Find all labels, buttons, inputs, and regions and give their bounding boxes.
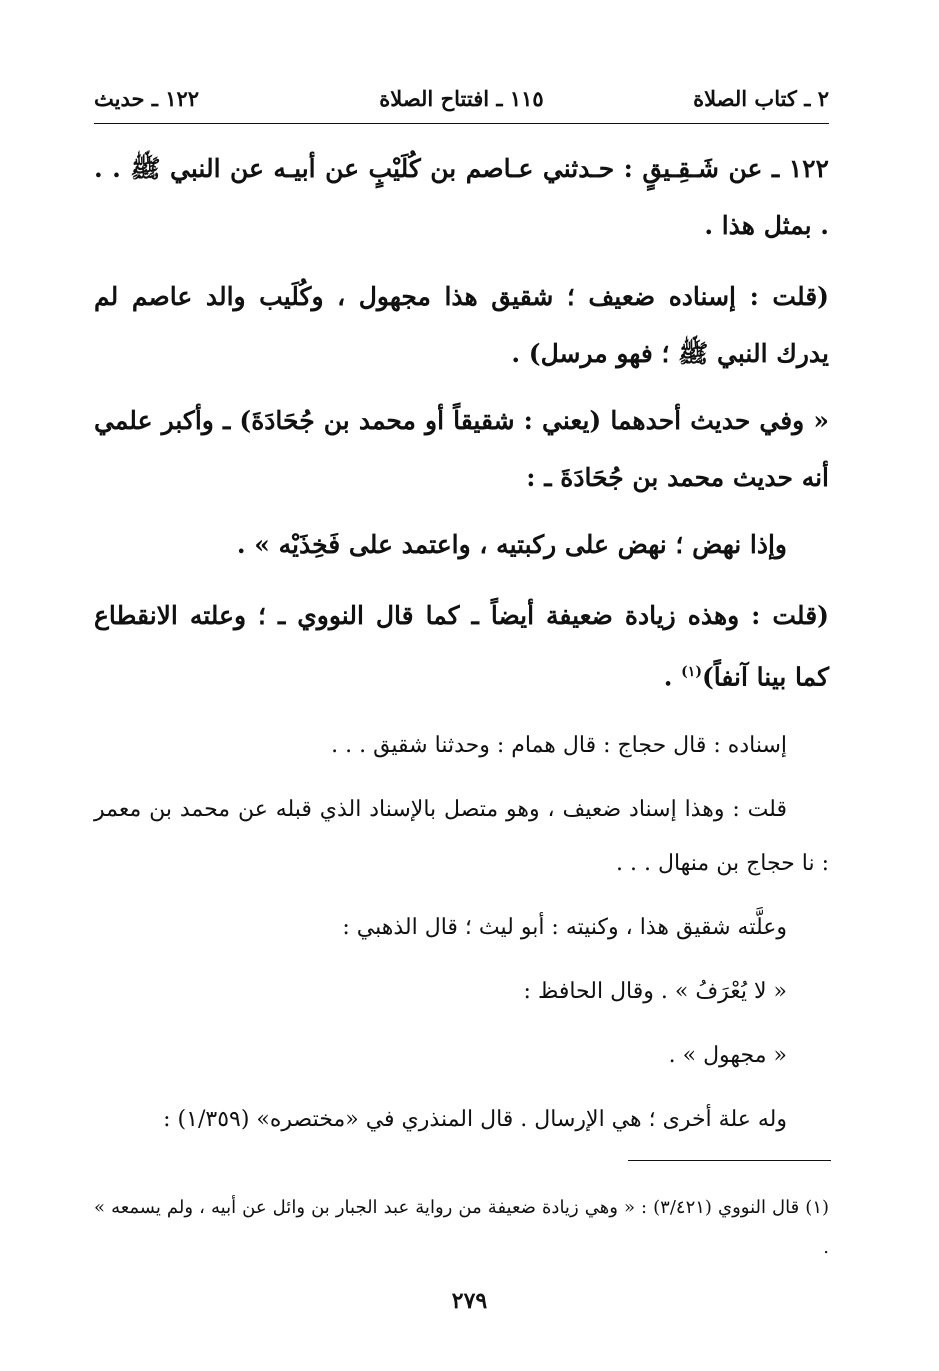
analysis-paragraph: قلت : وهذا إسناد ضعيف ، وهو متصل بالإسناد الذي قبله عن محمد بن معمر : نا حجاج بن منهال . . . — [94, 797, 829, 877]
commentary-2-text: (قلت : وهذه زيادة ضعيفة أيضاً ـ كما قال النووي ـ ؛ وعلته الانقطاع كما بينا آنفاً) — [94, 601, 829, 692]
dhahabi-quote: « لا يُعْرَفُ » . وقال الحافظ : — [523, 979, 787, 1005]
main-text — [94, 140, 829, 1147]
running-header — [94, 84, 829, 120]
hadith-text: ١٢٢ ـ عن شَـقِـيقٍ : حـدثني عـاصم بن كُلَيْبٍ عن أبيـه عن النبي ﷺ . . . بمثل هذا . — [94, 154, 829, 240]
header-book-chapter: ٢ ـ كتاب الصلاة — [693, 86, 829, 111]
hafiz-quote: « مجهول » . — [668, 1043, 787, 1069]
commentary-paragraph: (قلت : إسناده ضعيف ؛ شقيق هذا مجهول ، وكُلَيب والد عاصم لم يدرك النبي ﷺ ؛ فهو مرسل) . — [94, 282, 829, 368]
hadith-variant-continuation: وإذا نهض ؛ نهض على ركبتيه ، واعتمد على فَخِذَيْه » . — [236, 530, 787, 559]
header-hadith-number: ١٢٢ ـ حديث — [94, 86, 200, 111]
footnote-rule — [628, 1160, 831, 1161]
commentary-2-tail: . — [663, 662, 682, 692]
defect-paragraph: وعلَّته شقيق هذا ، وكنيته : أبو ليث ؛ قال الذهبي : — [342, 915, 787, 941]
footnote-reference: (١) — [681, 664, 702, 680]
mundhiri-paragraph: وله علة أخرى ؛ هي الإرسال . قال المنذري في «مختصره» (١/٣٥٩) : — [163, 1107, 787, 1133]
header-section: ١١٥ ـ افتتاح الصلاة — [379, 86, 544, 111]
commentary-paragraph-2 — [94, 587, 829, 705]
header-rule — [94, 123, 829, 124]
page-number: ٢٧٩ — [451, 1288, 488, 1314]
isnad-paragraph: إسناده : قال حجاج : قال همام : وحدثنا شقيق . . . — [331, 733, 787, 759]
footnote: (١) قال النووي (٣/٤٢١) : « وهي زيادة ضعيفة من رواية عبد الجبار بن وائل عن أبيه ، ولم يسمعه » . — [94, 1197, 830, 1258]
hadith-variant-paragraph: « وفي حديث أحدهما (يعني : شقيقاً أو محمد بن جُحَادَةَ) ـ وأكبر علمي أنه حديث محمد بن جُحَادَةَ ـ : — [94, 406, 829, 492]
